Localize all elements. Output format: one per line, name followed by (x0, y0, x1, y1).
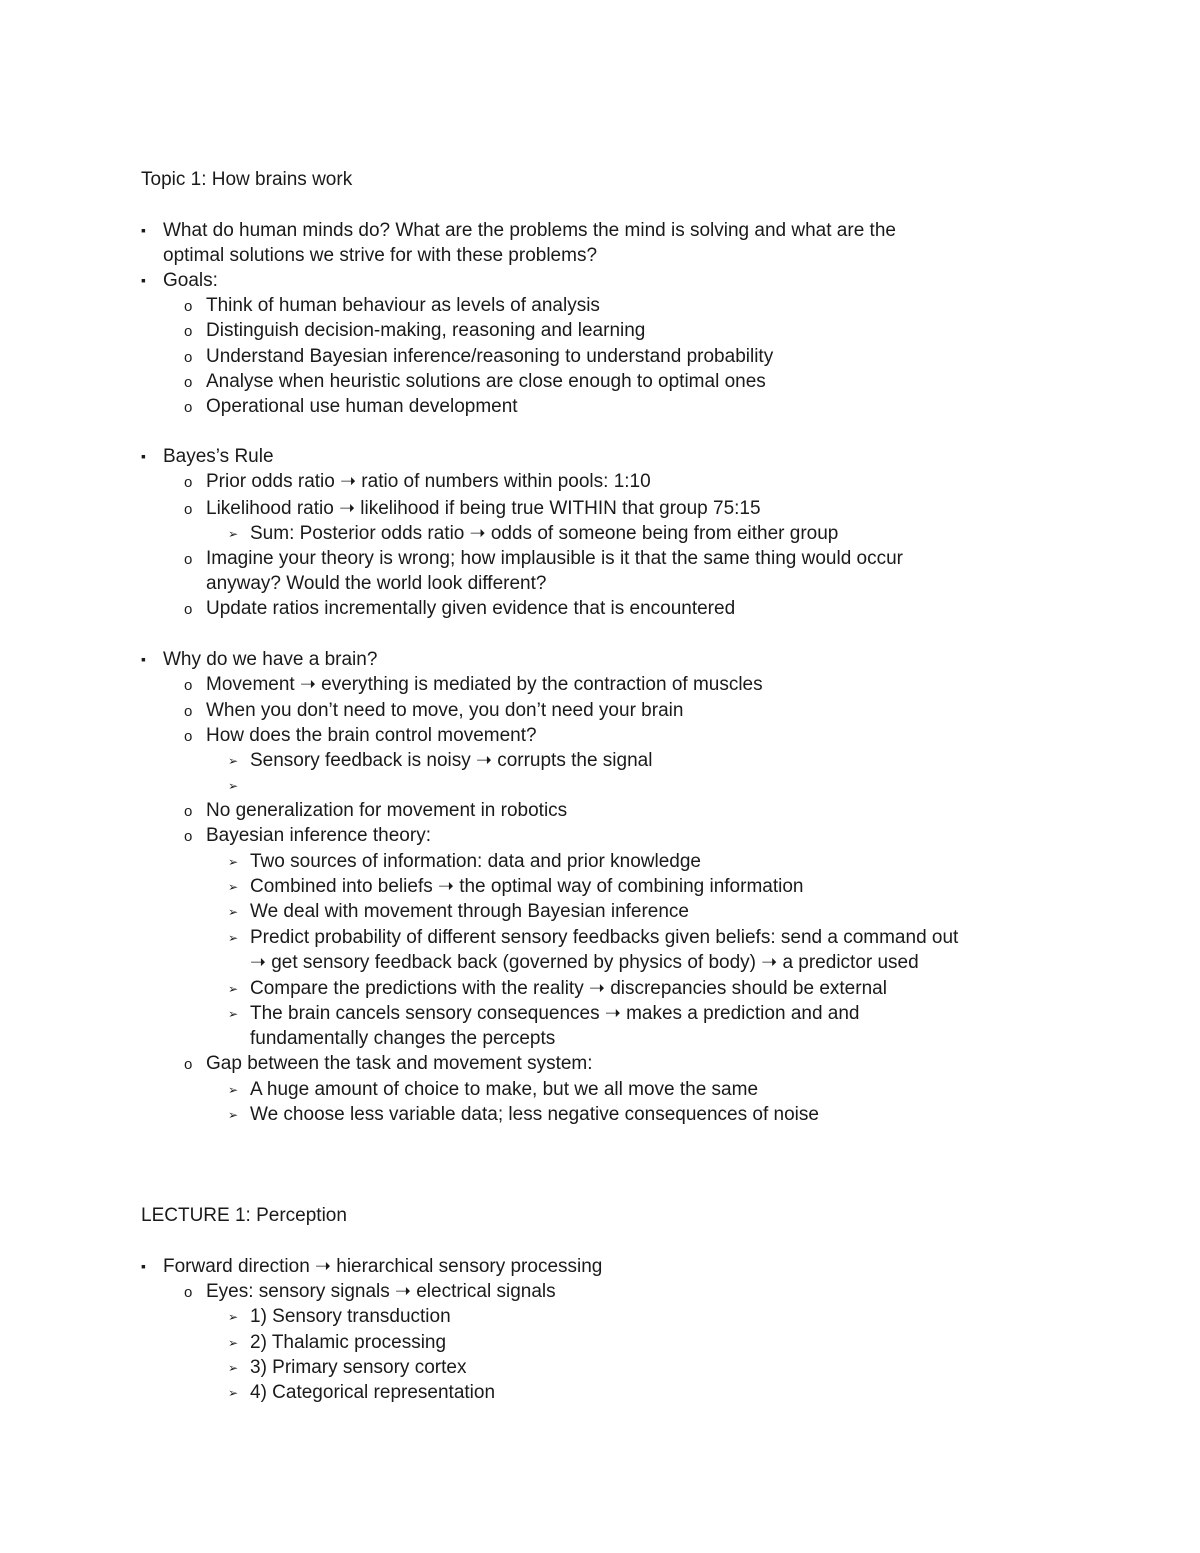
arrow-bullet-icon: ➢ (228, 1108, 239, 1122)
square-bullet-icon: ▪ (141, 448, 146, 464)
list-item: ▪ Forward direction ➝ hierarchical sensory processing (141, 1256, 603, 1277)
list-item: o When you don’t need to move, you don’t need your brain (184, 698, 683, 724)
list-item: ▪ Bayes’s Rule (141, 446, 274, 467)
list-item: ▪ What do human minds do? What are the problems the mind is solving and what are the (141, 220, 896, 241)
circle-bullet-icon: o (184, 677, 193, 694)
square-bullet-icon: ▪ (141, 1258, 146, 1274)
arrow-bullet-icon: ➢ (228, 1361, 239, 1375)
list-item: o Eyes: sensory signals ➝ electrical signals (184, 1279, 556, 1305)
circle-bullet-icon: o (184, 728, 193, 745)
list-item: o Bayesian inference theory: (184, 823, 431, 849)
arrow-bullet-icon: ➢ (228, 754, 239, 768)
list-item: o Gap between the task and movement system: (184, 1051, 593, 1077)
square-bullet-icon: ▪ (141, 651, 146, 667)
arrow-bullet-icon: ➢ (228, 527, 239, 541)
list-item: o How does the brain control movement? (184, 723, 537, 749)
circle-bullet-icon: o (184, 551, 193, 568)
arrow-bullet-icon: ➢ (228, 1083, 239, 1097)
list-item: o Prior odds ratio ➝ ratio of numbers within pools: 1:10 (184, 469, 651, 495)
list-item: ▪ Why do we have a brain? (141, 649, 378, 670)
list-item: o Analyse when heuristic solutions are close enough to optimal ones (184, 369, 766, 395)
list-item: o Operational use human development (184, 394, 518, 420)
list-item: ➢ Two sources of information: data and prior knowledge (228, 849, 701, 875)
circle-bullet-icon: o (184, 374, 193, 391)
list-item: o Understand Bayesian inference/reasoning to understand probability (184, 344, 773, 370)
circle-bullet-icon: o (184, 803, 193, 820)
arrow-bullet-icon: ➢ (228, 905, 239, 919)
arrow-bullet-icon: ➢ (228, 1310, 239, 1324)
list-item: ➢ Combined into beliefs ➝ the optimal way of combining information (228, 874, 803, 900)
arrow-bullet-icon: ➢ (228, 931, 239, 945)
circle-bullet-icon: o (184, 1284, 193, 1301)
list-item (228, 773, 250, 799)
square-bullet-icon: ▪ (141, 272, 146, 288)
circle-bullet-icon: o (184, 349, 193, 366)
list-item: ➢ The brain cancels sensory consequences ➝ makes a prediction and and (228, 1001, 860, 1027)
lecture-heading: LECTURE 1: Perception (141, 1205, 347, 1226)
list-item: ➢ 1) Sensory transduction (228, 1304, 451, 1330)
list-item: o No generalization for movement in robotics (184, 798, 567, 824)
list-item: ➢ A huge amount of choice to make, but we all move the same (228, 1077, 758, 1103)
list-item: ➢ 2) Thalamic processing (228, 1330, 446, 1356)
square-bullet-icon: ▪ (141, 222, 146, 238)
list-item: ➢ 3) Primary sensory cortex (228, 1355, 466, 1381)
circle-bullet-icon: o (184, 703, 193, 720)
list-item: ▪ Goals: (141, 270, 218, 291)
circle-bullet-icon: o (184, 298, 193, 315)
arrow-bullet-icon: ➢ (228, 779, 239, 793)
list-item: ➢ Predict probability of different sensory feedbacks given beliefs: send a command out (228, 925, 958, 951)
circle-bullet-icon: o (184, 323, 193, 340)
list-item: ➢ We choose less variable data; less negative consequences of noise (228, 1102, 819, 1128)
arrow-bullet-icon: ➢ (228, 1386, 239, 1400)
list-item: ➢ Sensory feedback is noisy ➝ corrupts the signal (228, 748, 652, 774)
circle-bullet-icon: o (184, 501, 193, 518)
list-item: ➢ We deal with movement through Bayesian inference (228, 899, 689, 925)
circle-bullet-icon: o (184, 399, 193, 416)
arrow-bullet-icon: ➢ (228, 880, 239, 894)
circle-bullet-icon: o (184, 474, 193, 491)
list-item-continuation: optimal solutions we strive for with these problems? (163, 245, 598, 266)
list-item: o Imagine your theory is wrong; how implausible is it that the same thing would occur (184, 546, 903, 572)
circle-bullet-icon: o (184, 828, 193, 845)
circle-bullet-icon: o (184, 601, 193, 618)
circle-bullet-icon: o (184, 1056, 193, 1073)
list-item-continuation: anyway? Would the world look different? (206, 573, 547, 594)
list-item: o Movement ➝ everything is mediated by the contraction of muscles (184, 672, 763, 698)
topic-heading: Topic 1: How brains work (141, 169, 353, 190)
list-item-continuation: ➝ get sensory feedback back (governed by physics of body) ➝ a predictor used (250, 952, 919, 973)
list-item: o Distinguish decision-making, reasoning and learning (184, 318, 645, 344)
list-item-continuation: fundamentally changes the percepts (250, 1028, 556, 1049)
list-item: ➢ 4) Categorical representation (228, 1380, 495, 1406)
arrow-bullet-icon: ➢ (228, 1007, 239, 1021)
arrow-bullet-icon: ➢ (228, 982, 239, 996)
list-item: o Likelihood ratio ➝ likelihood if being true WITHIN that group 75:15 (184, 496, 761, 522)
arrow-bullet-icon: ➢ (228, 1336, 239, 1350)
list-item: ➢ Sum: Posterior odds ratio ➝ odds of someone being from either group (228, 521, 838, 547)
arrow-bullet-icon: ➢ (228, 855, 239, 869)
list-item: o Update ratios incrementally given evidence that is encountered (184, 596, 735, 622)
list-item: o Think of human behaviour as levels of analysis (184, 293, 600, 319)
list-item: ➢ Compare the predictions with the reality ➝ discrepancies should be external (228, 976, 887, 1002)
